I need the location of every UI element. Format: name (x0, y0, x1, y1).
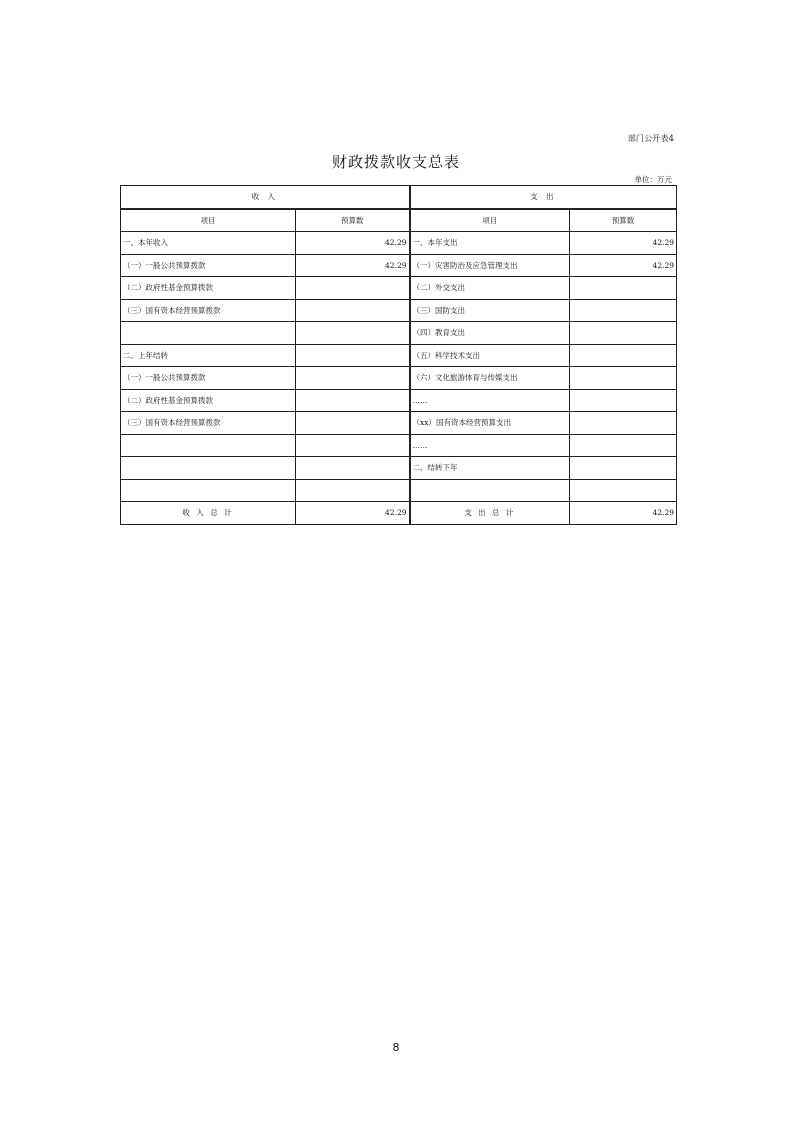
income-amount (296, 299, 410, 322)
group-header-row (121, 186, 677, 209)
income-item: （三）国有资本经营预算拨款 (121, 412, 296, 435)
income-item-header: 项目 (121, 209, 296, 232)
expense-amount (570, 367, 677, 390)
income-item (121, 322, 296, 345)
expense-amount (570, 344, 677, 367)
table-row (121, 322, 677, 345)
income-item (121, 457, 296, 480)
table-row (121, 277, 677, 300)
income-amount (296, 367, 410, 390)
income-amount: 42.29 (296, 254, 410, 277)
income-item (121, 434, 296, 457)
income-amount (296, 479, 410, 502)
table-row (121, 344, 677, 367)
income-amount (296, 457, 410, 480)
expense-item: （xx）国有资本经营预算支出 (410, 412, 570, 435)
expense-amount (570, 457, 677, 480)
expense-item: （二）外交支出 (410, 277, 570, 300)
income-amount (296, 434, 410, 457)
table-row (121, 254, 677, 277)
expense-total-amount: 42.29 (570, 502, 677, 525)
total-row (121, 502, 677, 525)
expense-item (410, 479, 570, 502)
table-row (121, 479, 677, 502)
income-total-label: 收 入 总 计 (121, 502, 296, 525)
income-item: 一、本年收入 (121, 232, 296, 255)
expense-item: 二、结转下年 (410, 457, 570, 480)
income-item: （三）国有资本经营预算拨款 (121, 299, 296, 322)
table-row (121, 299, 677, 322)
expense-amount (570, 277, 677, 300)
expense-item: （三）国防支出 (410, 299, 570, 322)
expense-item: …… (410, 389, 570, 412)
expense-amount (570, 434, 677, 457)
income-amount-header: 预算数 (296, 209, 410, 232)
column-header-row (121, 209, 677, 232)
table-row (121, 367, 677, 390)
income-amount (296, 344, 410, 367)
expense-item: （五）科学技术支出 (410, 344, 570, 367)
income-item: （一）一般公共预算拨款 (121, 254, 296, 277)
table-row (121, 412, 677, 435)
budget-table (120, 185, 677, 525)
expense-item: 一、本年支出 (410, 232, 570, 255)
income-item: 二、上年结转 (121, 344, 296, 367)
income-header: 收 入 (121, 186, 410, 209)
expense-amount-header: 预算数 (570, 209, 677, 232)
unit-label: 单位：万元 (634, 175, 672, 184)
expense-item: （一）灾害防治及应急管理支出 (410, 254, 570, 277)
expense-amount: 42.29 (570, 232, 677, 255)
income-amount (296, 389, 410, 412)
expense-item: （六）文化旅游体育与传媒支出 (410, 367, 570, 390)
expense-amount (570, 299, 677, 322)
income-total-amount: 42.29 (296, 502, 410, 525)
expense-amount (570, 479, 677, 502)
expense-item: …… (410, 434, 570, 457)
expense-amount: 42.29 (570, 254, 677, 277)
income-item: （二）政府性基金预算拨款 (121, 389, 296, 412)
income-amount (296, 322, 410, 345)
document-title: 财政拨款收支总表 (331, 153, 460, 171)
income-amount: 42.29 (296, 232, 410, 255)
expense-amount (570, 389, 677, 412)
expense-total-label: 支 出 总 计 (410, 502, 570, 525)
income-amount (296, 412, 410, 435)
expense-amount (570, 412, 677, 435)
table-row (121, 457, 677, 480)
table-row (121, 232, 677, 255)
income-item: （二）政府性基金预算拨款 (121, 277, 296, 300)
expense-header: 支 出 (410, 186, 677, 209)
expense-amount (570, 322, 677, 345)
expense-item-header: 项目 (410, 209, 570, 232)
table-row (121, 434, 677, 457)
income-item (121, 479, 296, 502)
income-item: （一）一般公共预算拨款 (121, 367, 296, 390)
page-number: 8 (392, 1041, 400, 1054)
table-row (121, 389, 677, 412)
income-amount (296, 277, 410, 300)
form-code: 部门公开表4 (627, 134, 674, 143)
expense-item: （四）教育支出 (410, 322, 570, 345)
